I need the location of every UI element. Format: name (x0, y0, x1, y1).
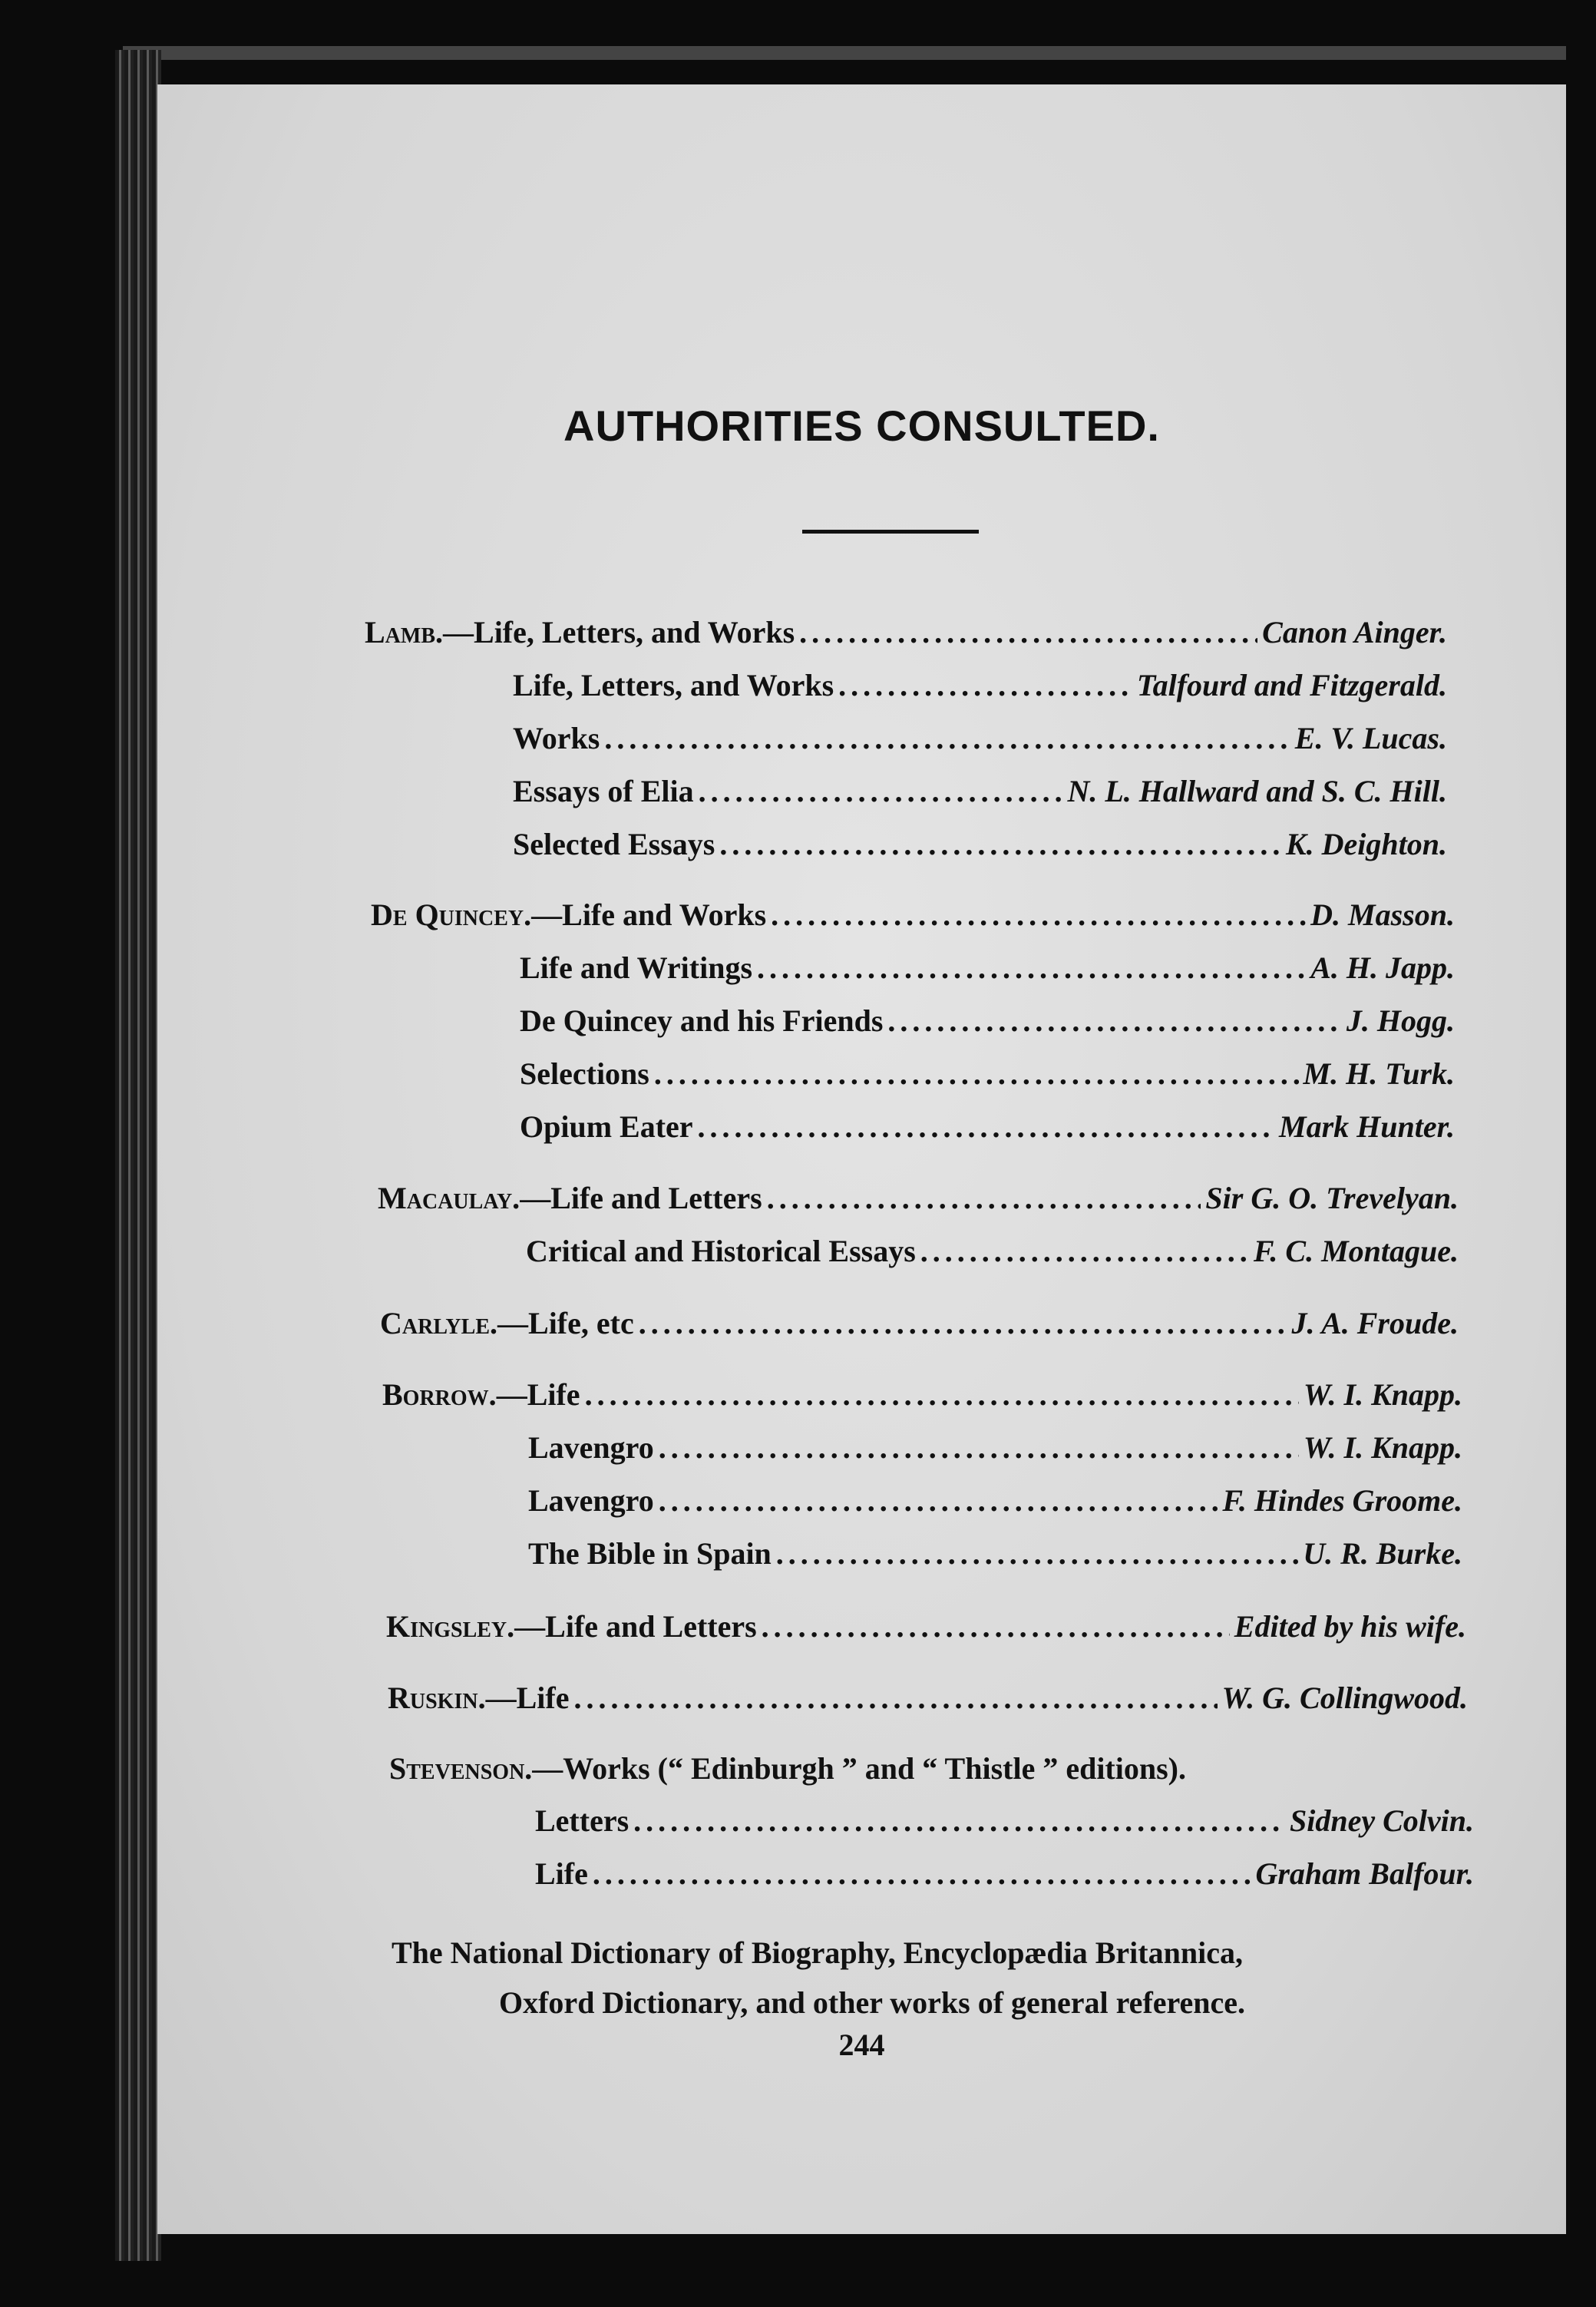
work-title: Life, Letters, and Works (513, 668, 834, 702)
stevenson-heading (389, 1750, 1186, 1786)
leader-dots (604, 720, 1290, 756)
leader-dots (633, 1803, 1285, 1839)
leader-dots (920, 1233, 1249, 1269)
work-title: Lavengro (528, 1430, 654, 1465)
general-reference-line-1: The National Dictionary of Biography, Encyclopædia Britannica, (392, 1935, 1243, 1970)
entry-row (535, 1856, 1474, 1902)
work-title: —Life and Works (531, 897, 767, 932)
leader-dots (719, 826, 1281, 862)
entry-row (520, 1056, 1455, 1102)
author-name: Macaulay. (378, 1181, 520, 1215)
work-title: Critical and Historical Essays (526, 1234, 916, 1268)
work-source: E. V. Lucas. (1294, 721, 1447, 755)
work-title: Essays of Elia (513, 774, 694, 808)
work-source: Graham Balfour. (1255, 1856, 1474, 1891)
page-top-edge (123, 46, 1566, 60)
work-source: A. H. Japp. (1310, 950, 1455, 985)
entry-row (528, 1482, 1462, 1529)
work-source: D. Masson. (1310, 897, 1455, 932)
entry-row (365, 614, 1447, 660)
work-title: Opium Eater (520, 1109, 693, 1144)
leader-dots (639, 1305, 1287, 1341)
leader-dots (699, 773, 1063, 809)
entry-row (513, 773, 1447, 819)
author-name: Borrow. (382, 1377, 497, 1412)
entry-row (513, 720, 1447, 766)
entry-row (520, 950, 1455, 996)
work-title: Selected Essays (513, 827, 715, 861)
author-name: De Quincey. (371, 897, 532, 932)
work-title: The Bible in Spain (528, 1536, 772, 1571)
work-source: J. A. Froude. (1291, 1306, 1459, 1340)
entry-row (371, 897, 1455, 943)
entry-row (520, 1003, 1455, 1049)
work-title: —Life (496, 1377, 580, 1412)
general-reference-line-2: Oxford Dictionary, and other works of general reference. (499, 1985, 1246, 2020)
work-source: W. I. Knapp. (1303, 1430, 1462, 1465)
work-source: Canon Ainger. (1262, 615, 1447, 649)
author-name: Lamb. (365, 615, 444, 649)
work-title: —Life, Letters, and Works (443, 615, 795, 649)
entry-row (513, 826, 1447, 872)
work-title: —Life and Letters (514, 1609, 757, 1644)
entry-row (526, 1233, 1459, 1279)
leader-dots (698, 1109, 1274, 1145)
author-name: Carlyle. (380, 1306, 498, 1340)
page-title: AUTHORITIES CONSULTED. (563, 402, 1160, 450)
entry-row (528, 1535, 1462, 1582)
work-title: Life (535, 1856, 588, 1891)
entry-row (388, 1680, 1468, 1726)
work-source: Sidney Colvin. (1289, 1803, 1474, 1838)
leader-dots (799, 614, 1257, 650)
work-source: Sir G. O. Trevelyan. (1205, 1181, 1459, 1215)
author-name: Stevenson. (389, 1751, 533, 1786)
leader-dots (776, 1535, 1298, 1572)
work-source: N. L. Hallward and S. C. Hill. (1067, 774, 1447, 808)
work-source: J. Hogg. (1346, 1003, 1455, 1038)
work-title: —Life, etc (497, 1306, 634, 1340)
work-source: W. G. Collingwood. (1221, 1681, 1468, 1715)
leader-dots (585, 1377, 1299, 1413)
work-source: F. Hindes Groome. (1222, 1483, 1462, 1518)
work-title: Life and Writings (520, 950, 753, 985)
entry-row (382, 1377, 1462, 1423)
leader-dots (838, 667, 1132, 703)
work-title: —Life (485, 1681, 570, 1715)
work-source: Talfourd and Fitzgerald. (1136, 668, 1447, 702)
work-source: Mark Hunter. (1279, 1109, 1455, 1144)
leader-dots (659, 1482, 1218, 1519)
page-number: 244 (838, 2028, 885, 2062)
work-source: Edited by his wife. (1234, 1609, 1466, 1644)
leader-dots (654, 1056, 1299, 1092)
leader-dots (762, 1608, 1230, 1644)
leader-dots (771, 897, 1306, 933)
work-title: Lavengro (528, 1483, 654, 1518)
page-stack-edge (115, 50, 161, 2261)
work-title: De Quincey and his Friends (520, 1003, 884, 1038)
work-source: F. C. Montague. (1253, 1234, 1459, 1268)
entry-row (378, 1180, 1459, 1226)
leader-dots (887, 1003, 1341, 1039)
works-note: —Works (“ Edinburgh ” and “ Thistle ” editions). (532, 1751, 1186, 1786)
leader-dots (573, 1680, 1217, 1716)
work-source: W. I. Knapp. (1303, 1377, 1462, 1412)
work-title: Works (513, 721, 600, 755)
work-source: M. H. Turk. (1303, 1056, 1455, 1091)
entry-row (528, 1429, 1462, 1476)
work-source: K. Deighton. (1285, 827, 1447, 861)
leader-dots (767, 1180, 1201, 1216)
work-title: Letters (535, 1803, 629, 1838)
entry-row (520, 1109, 1455, 1155)
work-title: Selections (520, 1056, 649, 1091)
entry-row (386, 1608, 1466, 1654)
entry-row (513, 667, 1447, 713)
entry-row (535, 1803, 1474, 1849)
entry-row (380, 1305, 1459, 1351)
leader-dots (593, 1856, 1251, 1892)
author-name: Ruskin. (388, 1681, 486, 1715)
book-page (157, 84, 1566, 2234)
leader-dots (757, 950, 1306, 986)
author-name: Kingsley. (386, 1609, 515, 1644)
work-title: —Life and Letters (520, 1181, 762, 1215)
title-rule (802, 530, 979, 534)
work-source: U. R. Burke. (1303, 1536, 1462, 1571)
leader-dots (659, 1429, 1299, 1466)
